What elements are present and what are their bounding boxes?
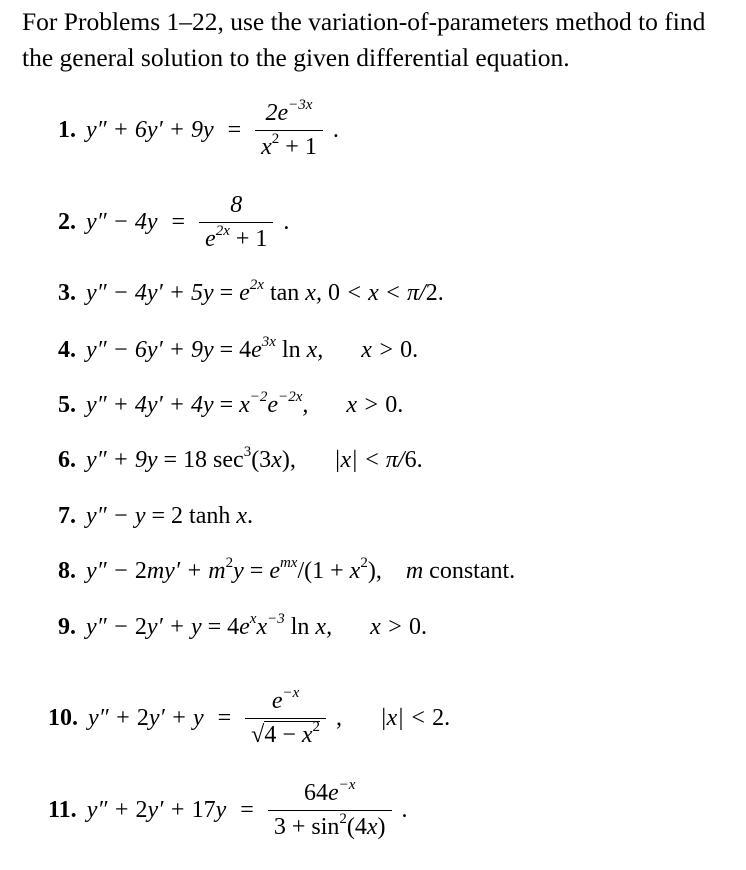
problem-number: 1. bbox=[58, 117, 76, 143]
fraction: $\frac{e^{-x}}{√4 - x^2}$ bbox=[245, 688, 326, 749]
problem-number: 4. bbox=[58, 337, 76, 363]
equation: $y'' - 2y' + y = 4e^xx^{-3}$ ln x, bbox=[86, 611, 333, 640]
condition: |x| < 2. bbox=[380, 705, 451, 731]
problem-number: 7. bbox=[58, 503, 76, 529]
equation: $y'' + 4y' + 4y = x^{-2}e^{-2x}$, bbox=[86, 389, 309, 418]
condition: |x| < π/6. bbox=[333, 447, 423, 473]
problem-number: 9. bbox=[58, 614, 76, 640]
instructions: For Problems 1–22, use the variation-of-parameters method to find the general solution to the given differential equation. bbox=[22, 7, 706, 72]
problem-number: 5. bbox=[58, 392, 76, 418]
equation: $y'' - 6y' + 9y = 4e^{3x}$ ln x, bbox=[86, 334, 324, 363]
equation-lhs: y″ + 2y′ + 17y bbox=[86, 797, 227, 823]
fraction: $\frac{2e^{-3x}}{x^2 + 1}$ bbox=[255, 100, 323, 161]
equation: $y'' - 4y' + 5y = e^{2x}$ tan x, 0 < x < π/2. bbox=[86, 277, 444, 306]
equation-lhs: y″ − 4y bbox=[86, 209, 158, 235]
condition: m constant. bbox=[405, 558, 516, 584]
problem-number: 11. bbox=[48, 797, 77, 823]
problem-number: 8. bbox=[58, 558, 76, 584]
equation: y″ + 9y = 18 $\sec^3(3x)$, bbox=[86, 444, 296, 473]
problem-number: 6. bbox=[58, 447, 76, 473]
equation: $y'' - 2my' + m^2y = e^{mx}/(1 + x^2)$, bbox=[86, 555, 382, 584]
equation-lhs: y″ + 6y′ + 9y bbox=[86, 117, 214, 143]
condition: x > 0. bbox=[361, 337, 419, 363]
equation: y″ − y = 2 tanh x. bbox=[86, 503, 254, 529]
problem-number: 3. bbox=[58, 280, 76, 306]
problem-number: 10. bbox=[48, 705, 78, 731]
fraction: $\frac{8}{e^{2x} + 1}$ bbox=[199, 192, 273, 253]
equation-lhs: y″ + 2y′ + y bbox=[88, 705, 204, 731]
problem-number: 2. bbox=[58, 209, 76, 235]
fraction: $\frac{64e^{-x}}{3 + \sin^2(4x)}$ bbox=[268, 780, 392, 841]
condition: x > 0. bbox=[346, 392, 404, 418]
condition: x > 0. bbox=[370, 614, 427, 640]
